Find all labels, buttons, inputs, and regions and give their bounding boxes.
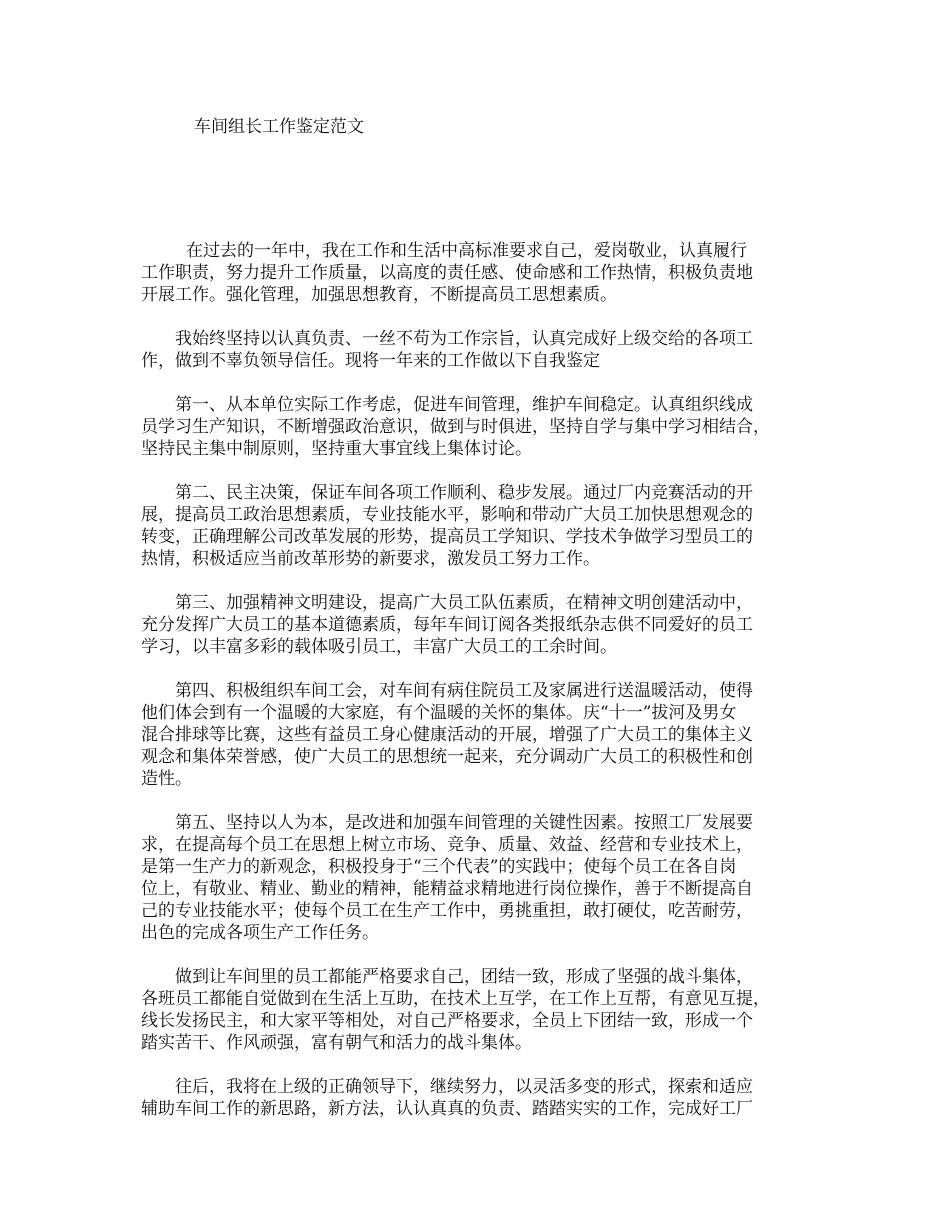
paragraph-line: 观念和集体荣誉感，使广大员工的思想统一起来，充分调动广大员工的积极性和创: [141, 747, 753, 767]
paragraph-1: [141, 240, 813, 306]
paragraph-line: 踏实苦干、作风顽强，富有朝气和活力的战斗集体。: [141, 1033, 532, 1053]
paragraph-line: 充分发挥广大员工的基本道德素质，每年车间订阅各类报纸杂志供不同爱好的员工: [141, 615, 753, 635]
paragraph-line: 转变，正确理解公司改革发展的形势，提高员工学知识、学技术争做学习型员工的: [141, 527, 753, 547]
paragraph-line: 开展工作。强化管理，加强思想教育，不断提高员工思想素质。: [141, 285, 617, 305]
paragraph-line: 位上，有敬业、精业、勤业的精神，能精益求精地进行岗位操作，善于不断提高自: [141, 879, 753, 899]
paragraph-7: [141, 812, 813, 944]
paragraph-line: 混合排球等比赛，这些有益员工身心健康活动的开展，增强了广大员工的集体主义: [141, 725, 753, 745]
paragraph-line: 己的专业技能水平；使每个员工在生产工作中，勇挑重担，敢打硬仗，吃苦耐劳，: [141, 901, 753, 921]
paragraph-line: 第二、民主决策，保证车间各项工作顺利、稳步发展。通过厂内竞赛活动的开: [175, 483, 753, 503]
paragraph-line: 员学习生产知识，不断增强政治意识，做到与时俱进，坚持自学与集中学习相结合，: [141, 417, 770, 437]
paragraph-6: [141, 680, 813, 790]
paragraph-line: 求，在提高每个员工在思想上树立市场、竞争、质量、效益、经营和专业技术上，: [141, 835, 753, 855]
paragraph-line: 学习，以丰富多彩的载体吸引员工，丰富广大员工的工余时间。: [141, 637, 617, 657]
paragraph-line: 他们体会到有一个温暖的大家庭，有个温暖的关怀的集体。庆“十一”拔河及男女: [141, 703, 737, 723]
paragraph-line: 造性。: [141, 769, 192, 789]
paragraph-line: 第一、从本单位实际工作考虑，促进车间管理，维护车间稳定。认真组织线成: [175, 395, 753, 415]
paragraph-line: 在过去的一年中，我在工作和生活中高标准要求自己，爱岗敬业，认真履行: [186, 241, 747, 261]
paragraph-line: 展，提高员工政治思想素质，专业技能水平，影响和带动广大员工加快思想观念的: [141, 505, 753, 525]
paragraph-line: 往后，我将在上级的正确领导下，继续努力，以灵活多变的形式，探索和适应: [175, 1077, 753, 1097]
paragraph-line: 我始终坚持以认真负责、一丝不苟为工作宗旨，认真完成好上级交给的各项工: [175, 329, 753, 349]
paragraph-line: 各班员工都能自觉做到在生活上互助，在技术上互学，在工作上互帮，有意见互提，: [141, 989, 770, 1009]
paragraph-8: [141, 966, 813, 1054]
paragraph-line: 出色的完成各项生产工作任务。: [141, 923, 379, 943]
paragraph-line: 第四、积极组织车间工会，对车间有病住院员工及家属进行送温暖活动，使得: [175, 681, 753, 701]
paragraph-line: 作，做到不辜负领导信任。现将一年来的工作做以下自我鉴定: [141, 351, 600, 371]
paragraph-3: [141, 394, 813, 460]
paragraph-line: 做到让车间里的员工都能严格要求自己，团结一致，形成了坚强的战斗集体，: [175, 967, 753, 987]
paragraph-line: 是第一生产力的新观念，积极投身于“三个代表”的实践中；使每个员工在各自岗: [141, 857, 737, 877]
paragraph-line: 坚持民主集中制原则，坚持重大事宜线上集体讨论。: [141, 439, 532, 459]
paragraph-5: [141, 592, 813, 658]
paragraph-line: 线长发扬民主，和大家平等相处，对自己严格要求，全员上下团结一致，形成一个: [141, 1011, 753, 1031]
paragraph-line: 工作职责，努力提升工作质量，以高度的责任感、使命感和工作热情，积极负责地: [141, 263, 753, 283]
paragraph-line: 热情，积极适应当前改革形势的新要求，激发员工努力工作。: [141, 549, 600, 569]
document-body: [141, 240, 813, 1142]
paragraph-line: 第五、坚持以人为本，是改进和加强车间管理的关键性因素。按照工厂发展要: [175, 813, 753, 833]
paragraph-line: 第三、加强精神文明建设，提高广大员工队伍素质，在精神文明创建活动中，: [175, 593, 753, 613]
paragraph-9: [141, 1076, 813, 1120]
paragraph-2: [141, 328, 813, 372]
document-title: 车间组长工作鉴定范文: [194, 117, 364, 137]
paragraph-line: 辅助车间工作的新思路，新方法，认认真真的负责、踏踏实实的工作，完成好工厂: [141, 1099, 753, 1119]
paragraph-4: [141, 482, 813, 570]
